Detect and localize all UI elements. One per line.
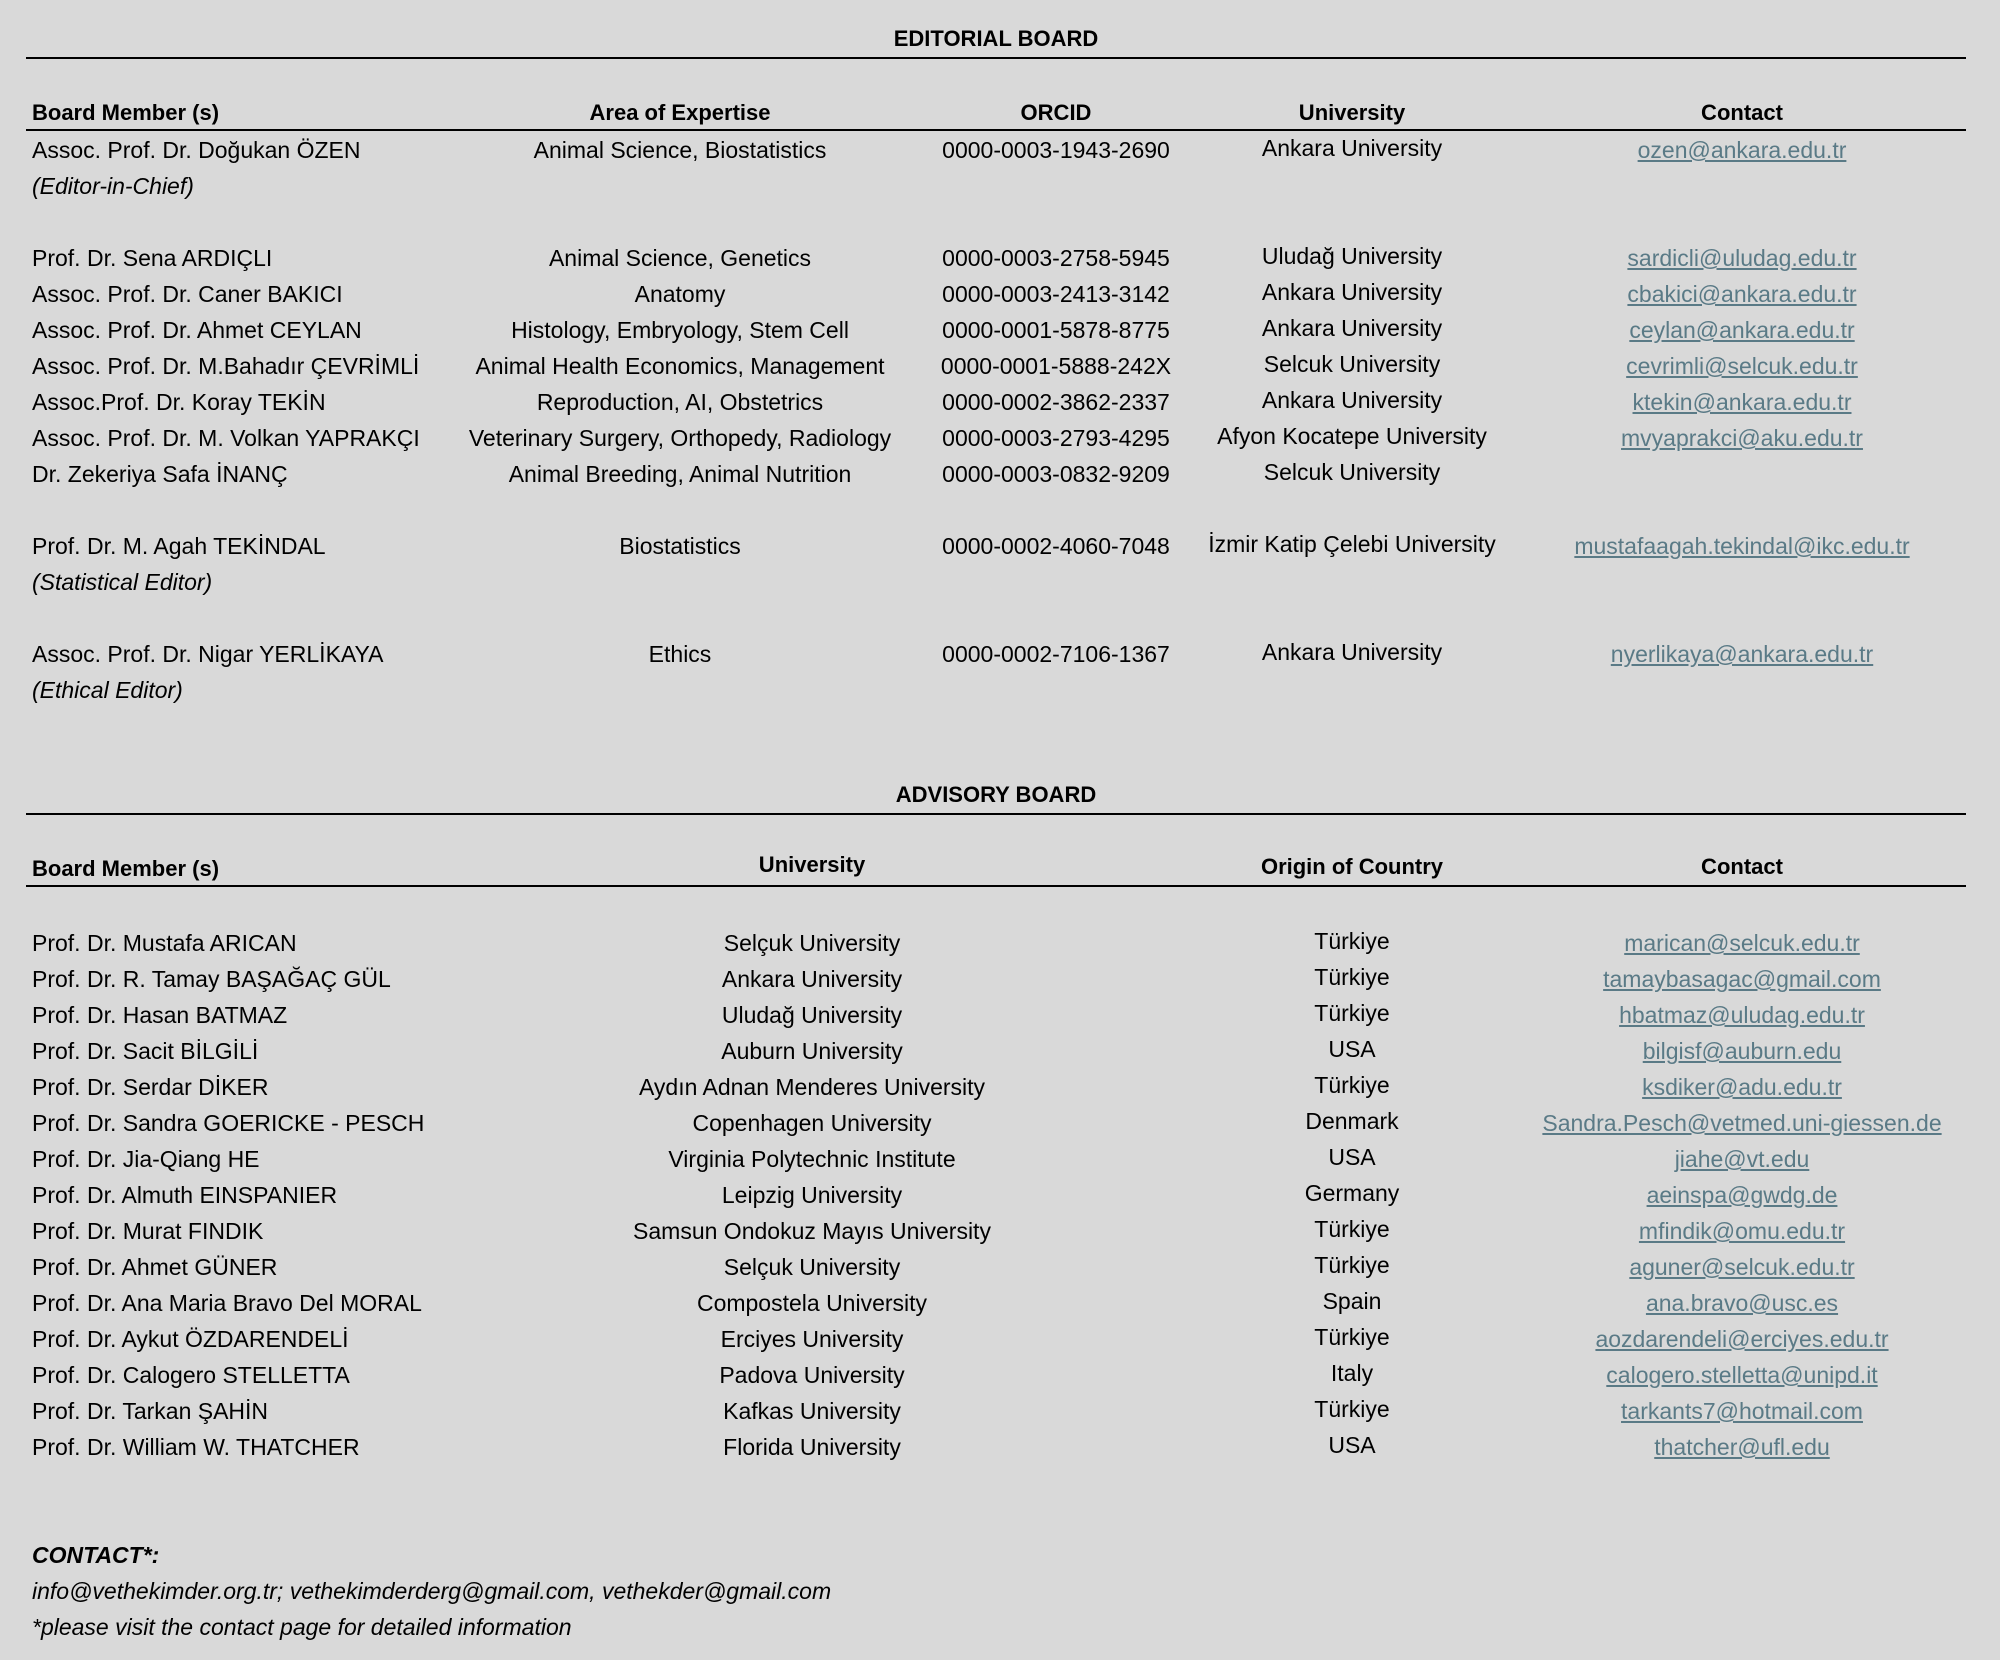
area-of-expertise: Animal Science, Genetics xyxy=(548,245,812,271)
country-name: Italy xyxy=(1330,1360,1374,1386)
country-name: Türkiye xyxy=(1314,928,1390,954)
advisory-header-contact: Contact xyxy=(1701,854,1783,879)
contact-email-link[interactable]: calogero.stelletta@unipd.it xyxy=(1606,1362,1878,1388)
university-name: Samsun Ondokuz Mayıs University xyxy=(633,1218,991,1244)
orcid-id: 0000-0002-7106-1367 xyxy=(942,641,1170,667)
contact-email-link[interactable]: aguner@selcuk.edu.tr xyxy=(1629,1254,1855,1280)
editorial-table-row xyxy=(0,277,2000,311)
contact-email-link[interactable]: tarkants7@hotmail.com xyxy=(1621,1398,1863,1424)
country-name: Türkiye xyxy=(1314,1324,1390,1350)
country-name: Türkiye xyxy=(1314,1216,1390,1242)
university-name: Ankara University xyxy=(1261,315,1443,341)
advisory-table-row xyxy=(0,962,2000,996)
area-of-expertise: Ethics xyxy=(648,641,712,667)
area-of-expertise: Biostatistics xyxy=(619,533,741,559)
university-name: Auburn University xyxy=(721,1038,903,1064)
orcid-id: 0000-0003-2758-5945 xyxy=(942,245,1170,271)
contact-email-link[interactable]: aeinspa@gwdg.de xyxy=(1646,1182,1838,1208)
member-name: Prof. Dr. M. Agah TEKİNDAL xyxy=(32,533,326,559)
contact-email-link[interactable]: mvyaprakci@aku.edu.tr xyxy=(1621,425,1863,451)
editorial-table-row xyxy=(0,529,2000,595)
editorial-table-row xyxy=(0,637,2000,703)
area-of-expertise: Animal Health Economics, Management xyxy=(475,353,885,379)
member-name: Assoc. Prof. Dr. M. Volkan YAPRAKÇI xyxy=(32,425,420,451)
area-of-expertise: Reproduction, AI, Obstetrics xyxy=(536,389,824,415)
editorial-header-member: Board Member (s) xyxy=(32,100,220,125)
country-name: Spain xyxy=(1322,1288,1382,1314)
contact-email-link[interactable]: jiahe@vt.edu xyxy=(1674,1146,1810,1172)
advisory-table-row xyxy=(0,1394,2000,1428)
advisory-title-divider xyxy=(26,813,1966,815)
university-name: Selçuk University xyxy=(723,930,901,956)
editorial-table-row xyxy=(0,385,2000,419)
member-name: Prof. Dr. William W. THATCHER xyxy=(32,1434,360,1460)
university-name: Aydın Adnan Menderes University xyxy=(638,1074,986,1100)
editorial-header-university: University xyxy=(1298,100,1406,125)
university-name: Ankara University xyxy=(1261,387,1443,413)
orcid-id: 0000-0001-5888-242X xyxy=(940,353,1172,379)
member-name: Prof. Dr. Serdar DİKER xyxy=(32,1074,269,1100)
country-name: Denmark xyxy=(1305,1108,1399,1134)
member-name: Prof. Dr. Calogero STELLETTA xyxy=(32,1362,350,1388)
member-name: Assoc. Prof. Dr. Doğukan ÖZEN xyxy=(32,137,361,163)
editorial-title-divider xyxy=(26,57,1966,59)
member-name: Prof. Dr. R. Tamay BAŞAĞAÇ GÜL xyxy=(32,966,391,992)
university-name: Leipzig University xyxy=(721,1182,903,1208)
advisory-table-row xyxy=(0,1430,2000,1464)
area-of-expertise: Animal Science, Biostatistics xyxy=(533,137,827,163)
advisory-table-row xyxy=(0,926,2000,960)
university-name: Selcuk University xyxy=(1263,459,1441,485)
university-name: Compostela University xyxy=(696,1290,928,1316)
editorial-header-orcid: ORCID xyxy=(1020,100,1092,125)
advisory-table-row xyxy=(0,1178,2000,1212)
university-name: İzmir Katip Çelebi University xyxy=(1208,531,1496,557)
university-name: Selçuk University xyxy=(723,1254,901,1280)
university-name: Selcuk University xyxy=(1263,351,1441,377)
editorial-table-row xyxy=(0,421,2000,455)
advisory-table-row xyxy=(0,1286,2000,1320)
contact-email-link[interactable]: mustafaagah.tekindal@ikc.edu.tr xyxy=(1574,533,1910,559)
orcid-id: 0000-0002-4060-7048 xyxy=(942,533,1170,559)
member-role: (Editor-in-Chief) xyxy=(32,173,194,199)
university-name: Erciyes University xyxy=(720,1326,904,1352)
advisory-table-row xyxy=(0,1034,2000,1068)
editorial-header-divider xyxy=(26,129,1966,131)
country-name: Türkiye xyxy=(1314,1396,1390,1422)
country-name: USA xyxy=(1328,1144,1376,1170)
country-name: Türkiye xyxy=(1314,1252,1390,1278)
university-name: Ankara University xyxy=(721,966,903,992)
member-name: Assoc. Prof. Dr. Caner BAKICI xyxy=(32,281,343,307)
orcid-id: 0000-0002-3862-2337 xyxy=(942,389,1170,415)
member-name: Prof. Dr. Sandra GOERICKE - PESCH xyxy=(32,1110,425,1136)
member-name: Prof. Dr. Almuth EINSPANIER xyxy=(32,1182,338,1208)
contact-note: *please visit the contact page for detailed information xyxy=(32,1614,572,1640)
country-name: USA xyxy=(1328,1036,1376,1062)
area-of-expertise: Animal Breeding, Animal Nutrition xyxy=(508,461,852,487)
editorial-board-title: EDITORIAL BOARD xyxy=(893,26,1099,51)
editorial-header-contact: Contact xyxy=(1701,100,1783,125)
member-name: Prof. Dr. Hasan BATMAZ xyxy=(32,1002,288,1028)
university-name: Florida University xyxy=(723,1434,901,1460)
advisory-board-title: ADVISORY BOARD xyxy=(895,782,1097,807)
member-name: Prof. Dr. Murat FINDIK xyxy=(32,1218,264,1244)
advisory-table-row xyxy=(0,1250,2000,1284)
member-name: Assoc.Prof. Dr. Koray TEKİN xyxy=(32,389,326,415)
advisory-table-row xyxy=(0,1322,2000,1356)
member-role: (Statistical Editor) xyxy=(32,569,213,595)
university-name: Ankara University xyxy=(1261,135,1443,161)
contact-email-link[interactable]: ozen@ankara.edu.tr xyxy=(1637,137,1847,163)
contact-email-link[interactable]: Sandra.Pesch@vetmed.uni-giessen.de xyxy=(1542,1110,1942,1136)
contact-emails: info@vethekimder.org.tr; vethekimderderg@gmail.com, vethekder@gmail.com xyxy=(32,1578,832,1604)
advisory-header-country: Origin of Country xyxy=(1260,854,1444,879)
contact-email-link[interactable]: nyerlikaya@ankara.edu.tr xyxy=(1610,641,1874,667)
university-name: Uludağ University xyxy=(1261,243,1443,269)
orcid-id: 0000-0001-5878-8775 xyxy=(942,317,1170,343)
advisory-header-university: University xyxy=(758,852,866,877)
orcid-id: 0000-0003-1943-2690 xyxy=(942,137,1170,163)
university-name: Kafkas University xyxy=(723,1398,901,1424)
contact-email-link[interactable]: aozdarendeli@erciyes.edu.tr xyxy=(1595,1326,1889,1352)
contact-email-link[interactable]: mfindik@omu.edu.tr xyxy=(1638,1218,1846,1244)
member-name: Assoc. Prof. Dr. Ahmet CEYLAN xyxy=(32,317,362,343)
member-name: Assoc. Prof. Dr. Nigar YERLİKAYA xyxy=(32,641,384,667)
contact-email-link[interactable]: thatcher@ufl.edu xyxy=(1654,1434,1830,1460)
contact-email-link[interactable]: tamaybasagac@gmail.com xyxy=(1603,966,1881,992)
advisory-header-row xyxy=(0,852,2000,886)
contact-email-link[interactable]: cbakici@ankara.edu.tr xyxy=(1627,281,1857,307)
university-name: Ankara University xyxy=(1261,639,1443,665)
member-name: Prof. Dr. Tarkan ŞAHİN xyxy=(32,1398,269,1424)
member-name: Prof. Dr. Ahmet GÜNER xyxy=(32,1254,278,1280)
area-of-expertise: Histology, Embryology, Stem Cell xyxy=(511,317,849,343)
advisory-header-divider xyxy=(26,885,1966,887)
contact-email-link[interactable]: sardicli@uludag.edu.tr xyxy=(1627,245,1857,271)
member-name: Prof. Dr. Jia-Qiang HE xyxy=(32,1146,260,1172)
editorial-table-row xyxy=(0,313,2000,347)
advisory-header-member: Board Member (s) xyxy=(32,856,220,881)
contact-email-link[interactable]: ktekin@ankara.edu.tr xyxy=(1632,389,1852,415)
editorial-table-row xyxy=(0,349,2000,383)
member-role: (Ethical Editor) xyxy=(32,677,183,703)
advisory-table-row xyxy=(0,998,2000,1032)
university-name: Afyon Kocatepe University xyxy=(1217,423,1487,449)
country-name: USA xyxy=(1328,1432,1376,1458)
country-name: Türkiye xyxy=(1314,1000,1390,1026)
advisory-table-row xyxy=(0,1070,2000,1104)
university-name: Uludağ University xyxy=(721,1002,903,1028)
member-name: Prof. Dr. Ana Maria Bravo Del MORAL xyxy=(32,1290,422,1316)
country-name: Germany xyxy=(1304,1180,1400,1206)
advisory-table-row xyxy=(0,1106,2000,1140)
member-name: Dr. Zekeriya Safa İNANÇ xyxy=(32,461,288,487)
contact-email-link[interactable]: ana.bravo@usc.es xyxy=(1645,1290,1839,1316)
orcid-id: 0000-0003-2793-4295 xyxy=(942,425,1170,451)
contact-email-link[interactable]: bilgisf@auburn.edu xyxy=(1642,1038,1842,1064)
orcid-id: 0000-0003-2413-3142 xyxy=(942,281,1170,307)
contact-email-link[interactable]: ceylan@ankara.edu.tr xyxy=(1629,317,1855,343)
area-of-expertise: Anatomy xyxy=(634,281,726,307)
contact-block xyxy=(32,1537,831,1645)
country-name: Türkiye xyxy=(1314,1072,1390,1098)
member-name: Prof. Dr. Mustafa ARICAN xyxy=(32,930,297,956)
university-name: Ankara University xyxy=(1261,279,1443,305)
contact-email-link[interactable]: marican@selcuk.edu.tr xyxy=(1624,930,1860,956)
member-name: Prof. Dr. Sena ARDIÇLI xyxy=(32,245,273,271)
advisory-table-row xyxy=(0,1142,2000,1176)
member-name: Prof. Dr. Sacit BİLGİLİ xyxy=(32,1038,259,1064)
area-of-expertise: Veterinary Surgery, Orthopedy, Radiology xyxy=(468,425,892,451)
university-name: Virginia Polytechnic Institute xyxy=(668,1146,956,1172)
university-name: Copenhagen University xyxy=(692,1110,932,1136)
country-name: Türkiye xyxy=(1314,964,1390,990)
contact-email-link[interactable]: hbatmaz@uludag.edu.tr xyxy=(1619,1002,1865,1028)
contact-email-link[interactable]: ksdiker@adu.edu.tr xyxy=(1642,1074,1842,1100)
advisory-table-row xyxy=(0,1358,2000,1392)
member-name: Prof. Dr. Aykut ÖZDARENDELİ xyxy=(32,1326,349,1352)
editorial-table-row xyxy=(0,133,2000,199)
editorial-table-row xyxy=(0,241,2000,275)
contact-title: CONTACT*: xyxy=(32,1542,160,1568)
editorial-header-expertise: Area of Expertise xyxy=(589,100,771,125)
member-name: Assoc. Prof. Dr. M.Bahadır ÇEVRİMLİ xyxy=(32,353,420,379)
university-name: Padova University xyxy=(719,1362,905,1388)
orcid-id: 0000-0003-0832-9209 xyxy=(942,461,1170,487)
editorial-header-row xyxy=(0,96,2000,130)
editorial-table-row xyxy=(0,457,2000,491)
contact-email-link[interactable]: cevrimli@selcuk.edu.tr xyxy=(1626,353,1858,379)
advisory-table-row xyxy=(0,1214,2000,1248)
